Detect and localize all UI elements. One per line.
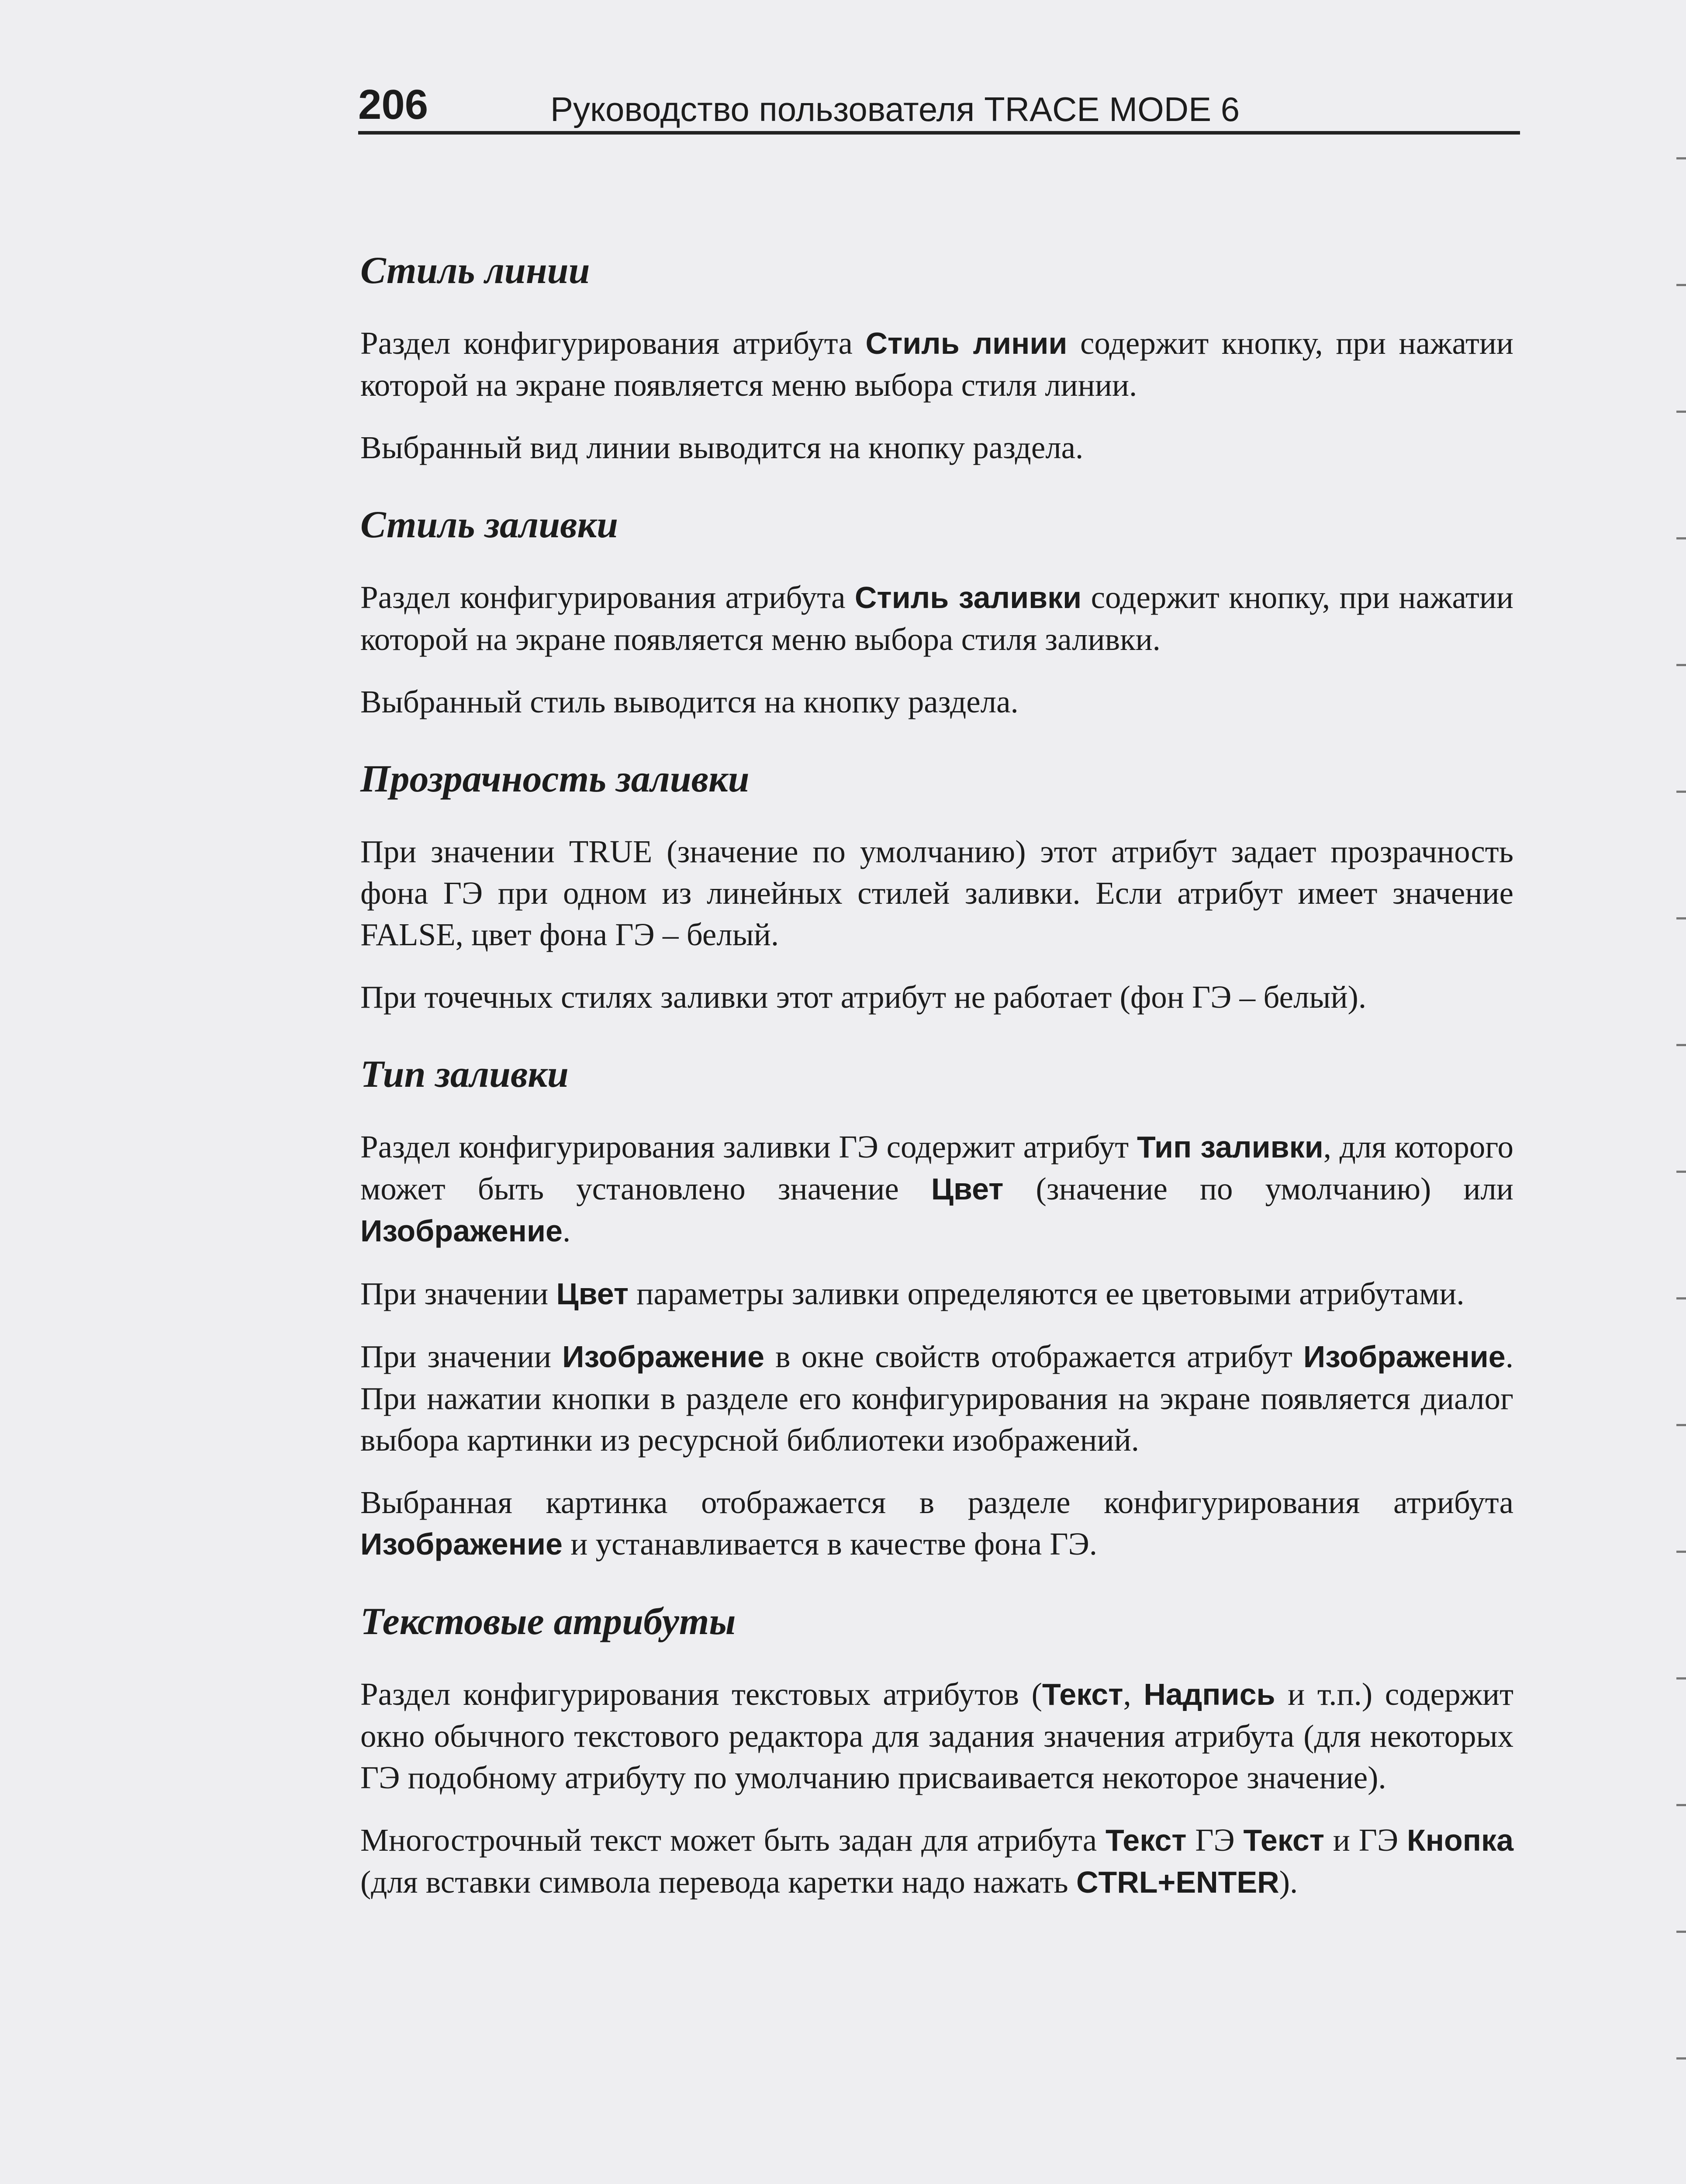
page-header [358, 79, 1520, 135]
edge-mark [1676, 791, 1686, 793]
text-run: , для которого может быть установлено значение [360, 1129, 1513, 1206]
section-heading: Прозрачность заливки [360, 758, 750, 800]
bold-term: Текст [1106, 1823, 1187, 1857]
text-run: Раздел конфигурирования атрибута [360, 325, 866, 361]
running-title: Руководство пользователя TRACE MODE 6 [550, 90, 1240, 128]
bold-term: Кнопка [1406, 1823, 1513, 1857]
bold-term: CTRL+ENTER [1076, 1865, 1279, 1899]
paragraph [360, 322, 1513, 406]
text-run: При точечных стилях заливки этот атрибут не работает (фон ГЭ – белый). [360, 979, 1367, 1015]
text-run: (для вставки символа перевода каретки надо нажать [360, 1864, 1076, 1900]
text-run: При значении [360, 1339, 563, 1374]
bold-term: Изображение [562, 1340, 765, 1374]
text-run: параметры заливки определяются ее цветовыми атрибутами. [629, 1276, 1465, 1311]
text-run: . При нажатии кнопки в разделе его конфигурирования на экране появляется диалог выбора картинки из ресурсной библиотеки изображений. [360, 1339, 1513, 1458]
text-run: Раздел конфигурирования заливки ГЭ содержит атрибут [360, 1129, 1137, 1165]
edge-mark [1676, 284, 1686, 286]
edge-mark [1676, 1677, 1686, 1679]
section [360, 753, 1513, 1018]
text-run: Выбранный вид линии выводится на кнопку раздела. [360, 430, 1084, 465]
text-run: и т.п.) содержит окно обычного текстового редактора для задания значения атрибута (для некоторых ГЭ подобному атрибуту по умолчанию присваивается некоторое значение). [360, 1676, 1513, 1795]
text-run: , [1123, 1676, 1144, 1712]
bold-term: Изображение [1303, 1340, 1506, 1374]
edge-mark [1676, 1931, 1686, 1933]
edge-mark [1676, 157, 1686, 159]
section-heading: Стиль заливки [360, 504, 618, 546]
paragraph [360, 976, 1513, 1018]
section [360, 245, 1513, 468]
paragraph [360, 1819, 1513, 1903]
paragraph [360, 577, 1513, 660]
bold-term: Тип заливки [1137, 1130, 1323, 1164]
bold-term: Стиль линии [865, 326, 1068, 360]
bold-term: Изображение [360, 1214, 563, 1248]
text-run: Выбранный стиль выводится на кнопку раздела. [360, 684, 1019, 719]
text-run: Многострочный текст может быть задан для атрибута [360, 1822, 1106, 1858]
paragraph [360, 1482, 1513, 1565]
bold-term: Надпись [1144, 1677, 1275, 1711]
edge-mark [1676, 537, 1686, 539]
bold-term: Текст [1243, 1823, 1325, 1857]
text-run: в окне свойств отображается атрибут [764, 1339, 1303, 1374]
text-run: содержит кнопку, при нажатии которой на экране появляется меню выбора стиля заливки. [360, 580, 1513, 657]
text-run: Раздел конфигурирования атрибута [360, 580, 855, 615]
bold-term: Текст [1042, 1677, 1123, 1711]
bold-term: Цвет [556, 1277, 629, 1311]
text-run: . [562, 1213, 571, 1248]
text-run: ). [1279, 1864, 1298, 1900]
page-number: 206 [358, 81, 428, 128]
paragraph [360, 1673, 1513, 1798]
text-run: ГЭ [1186, 1822, 1244, 1858]
text-run: Раздел конфигурирования текстовых атрибутов ( [360, 1676, 1042, 1712]
edge-mark [1676, 1551, 1686, 1553]
text-run: (значение по умолчанию) или [1003, 1171, 1513, 1206]
text-run: содержит кнопку, при нажатии которой на экране появляется меню выбора стиля линии. [360, 325, 1513, 403]
edge-mark [1676, 664, 1686, 666]
section-heading: Тип заливки [360, 1053, 569, 1095]
text-run: При значении TRUE (значение по умолчанию) этот атрибут задает прозрачность фона ГЭ при одном из линейных стилей заливки. Если атрибут имеет значение FALSE, цвет фона ГЭ – белый. [360, 834, 1513, 952]
edge-mark [1676, 917, 1686, 919]
page-body [360, 245, 1513, 1924]
bold-term: Цвет [931, 1172, 1004, 1206]
paragraph [360, 1126, 1513, 1252]
section-heading: Стиль линии [360, 249, 590, 292]
edge-mark [1676, 1171, 1686, 1173]
section [360, 1048, 1513, 1565]
bold-term: Изображение [360, 1527, 563, 1561]
page-edge-marks [1673, 0, 1686, 2184]
paragraph [360, 831, 1513, 955]
edge-mark [1676, 1044, 1686, 1046]
text-run: Выбранная картинка отображается в разделе конфигурирования атрибута [360, 1485, 1513, 1520]
bold-term: Стиль заливки [854, 581, 1082, 615]
text-run: При значении [360, 1276, 556, 1311]
edge-mark [1676, 2057, 1686, 2060]
edge-mark [1676, 411, 1686, 413]
section [360, 499, 1513, 722]
text-run: и ГЭ [1324, 1822, 1407, 1858]
edge-mark [1676, 1424, 1686, 1426]
edge-mark [1676, 1297, 1686, 1299]
paragraph [360, 427, 1513, 468]
paragraph [360, 1273, 1513, 1315]
text-run: и устанавливается в качестве фона ГЭ. [562, 1526, 1098, 1562]
paragraph [360, 681, 1513, 722]
section [360, 1596, 1513, 1903]
edge-mark [1676, 1804, 1686, 1806]
section-heading: Текстовые атрибуты [360, 1600, 736, 1643]
paragraph [360, 1336, 1513, 1461]
